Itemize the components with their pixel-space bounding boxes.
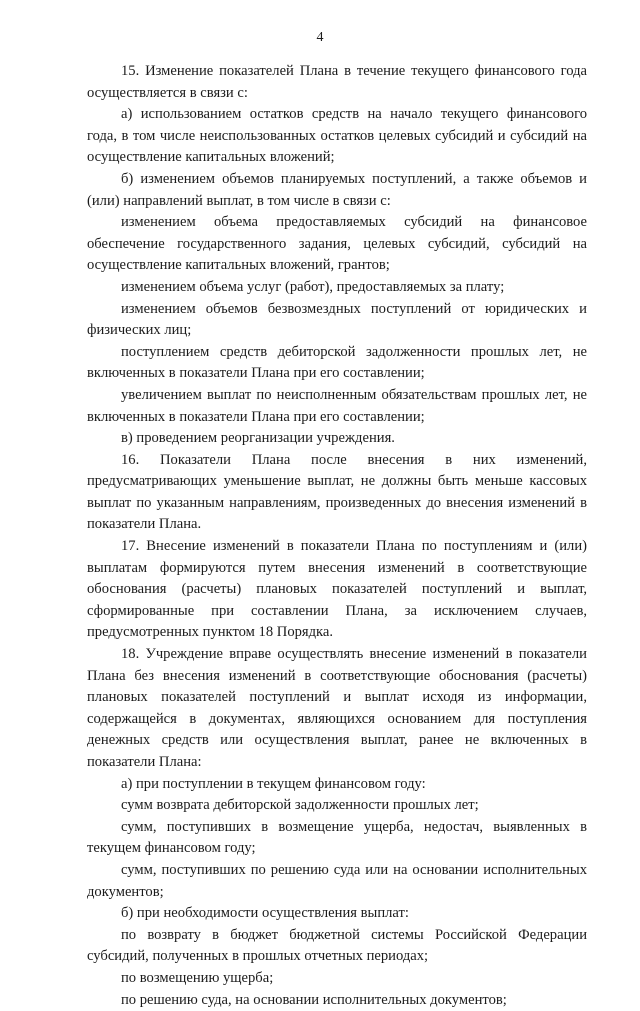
paragraph: а) при поступлении в текущем финансовом году:	[121, 775, 426, 792]
paragraph: поступлением средств дебиторской задолженности прошлых лет, не включенных в показатели Плана при его составлении;	[87, 343, 587, 382]
paragraph: а) использованием остатков средств на начало текущего финансового года, в том числе неиспользованных остатков целевых субсидий и субсидий на осуществление капитальных вложений;	[87, 106, 587, 166]
paragraph: изменением объемов безвозмездных поступлений от юридических и физических лиц;	[87, 300, 587, 339]
paragraph: по возврату в бюджет бюджетной системы Российской Федерации субсидий, полученных в прошлых отчетных периодах;	[87, 926, 587, 965]
paragraph: по возмещению ущерба;	[121, 969, 274, 986]
page-number: 4	[316, 30, 324, 45]
paragraph: сумм возврата дебиторской задолженности прошлых лет;	[121, 797, 479, 814]
paragraph: сумм, поступивших по решению суда или на основании исполнительных документов;	[87, 861, 587, 900]
paragraph: б) при необходимости осуществления выплат:	[121, 905, 409, 922]
paragraph: изменением объема предоставляемых субсидий на финансовое обеспечение государственного задания, целевых субсидий, субсидий на осуществление капитальных вложений, грантов;	[87, 214, 587, 274]
paragraph: изменением объема услуг (работ), предоставляемых за плату;	[121, 278, 505, 295]
paragraph: по решению суда, на основании исполнительных документов;	[121, 991, 507, 1008]
paragraph: 15. Изменение показателей Плана в течение текущего финансового года осуществляется в связи с:	[87, 63, 587, 101]
document-body	[87, 61, 587, 1011]
paragraph: 16. Показатели Плана после внесения в них изменений, предусматривающих уменьшение выплат, не должны быть меньше кассовых выплат по указанным направлениям, произведенных до внесения изменений в показатели Плана.	[87, 451, 587, 533]
paragraph: сумм, поступивших в возмещение ущерба, недостач, выявленных в текущем финансовом году;	[87, 818, 587, 857]
paragraph: в) проведением реорганизации учреждения.	[121, 430, 395, 447]
paragraph: б) изменением объемов планируемых поступлений, а также объемов и (или) направлений выплат, в том числе в связи с:	[87, 170, 587, 209]
paragraph: 18. Учреждение вправе осуществлять внесение изменений в показатели Плана без внесения изменений в соответствующие обоснования (расчеты) плановых показателей поступлений и выплат исходя из информации, содержащейся в документах, являющихся основанием для поступления денежных средств или осуществления выплат, ранее не включенных в показатели Плана:	[87, 646, 587, 770]
paragraph: увеличением выплат по неисполненным обязательствам прошлых лет, не включенных в показатели Плана при его составлении;	[87, 386, 587, 425]
paragraph: 17. Внесение изменений в показатели Плана по поступлениям и (или) выплатам формируются путем внесения изменений в соответствующие обоснования (расчеты) плановых показателей поступлений и выплат, сформированные при составлении Плана, за исключением случаев, предусмотренных пунктом 18 Порядка.	[87, 538, 587, 641]
